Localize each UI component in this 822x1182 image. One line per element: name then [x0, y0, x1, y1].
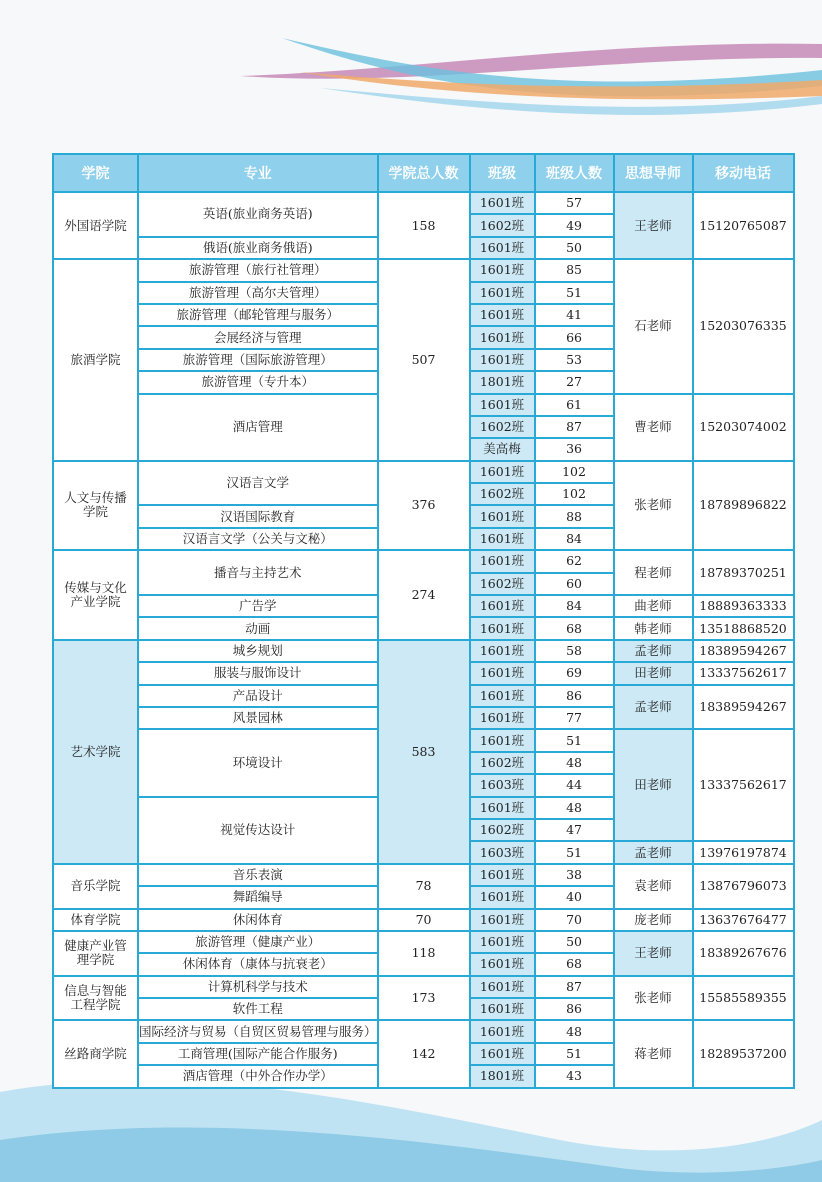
- major-name: 旅游管理（专升本）: [139, 372, 377, 392]
- mentor-phone: 18889363333: [694, 596, 793, 616]
- college-total: 583: [379, 641, 469, 863]
- major-name: 旅游管理（邮轮管理与服务）: [139, 305, 377, 325]
- class-name: 1601班: [471, 618, 534, 638]
- table-row: [54, 193, 793, 213]
- mentor-phone: 18789370251: [694, 551, 793, 594]
- class-name: 1601班: [471, 730, 534, 750]
- major-name: 英语(旅业商务英语): [139, 193, 377, 236]
- class-name: 1601班: [471, 395, 534, 415]
- class-count: 51: [536, 283, 613, 303]
- class-name: 1602班: [471, 215, 534, 235]
- class-count: 77: [536, 708, 613, 728]
- college-total: 70: [379, 910, 469, 930]
- college-total: 78: [379, 865, 469, 908]
- class-count: 58: [536, 641, 613, 661]
- table-row: [54, 260, 793, 280]
- table-row: [54, 1021, 793, 1041]
- college-name: 信息与智能工程学院: [54, 977, 137, 1020]
- major-name: 旅游管理（健康产业）: [139, 932, 377, 952]
- college-name: 人文与传播学院: [54, 462, 137, 550]
- mentor-phone: 15585589355: [694, 977, 793, 1020]
- mentor-name: 程老师: [615, 551, 692, 594]
- college-total: 142: [379, 1021, 469, 1086]
- header-row: [54, 155, 793, 191]
- class-count: 44: [536, 775, 613, 795]
- class-count: 87: [536, 417, 613, 437]
- mentor-phone: 18389594267: [694, 686, 793, 729]
- major-name: 舞蹈编导: [139, 887, 377, 907]
- class-name: 1601班: [471, 551, 534, 571]
- table-row: [54, 910, 793, 930]
- class-count: 70: [536, 910, 613, 930]
- class-name: 1601班: [471, 462, 534, 482]
- mentor-name: 张老师: [615, 977, 692, 1020]
- major-name: 国际经济与贸易（自贸区贸易管理与服务）: [139, 1021, 377, 1041]
- major-name: 汉语国际教育: [139, 506, 377, 526]
- class-count: 41: [536, 305, 613, 325]
- class-count: 48: [536, 1021, 613, 1041]
- college-name: 外国语学院: [54, 193, 137, 258]
- class-count: 49: [536, 215, 613, 235]
- class-name: 1601班: [471, 350, 534, 370]
- major-name: 休闲体育（康体与抗衰老）: [139, 954, 377, 974]
- class-name: 1601班: [471, 506, 534, 526]
- class-count: 27: [536, 372, 613, 392]
- class-count: 69: [536, 663, 613, 683]
- class-count: 86: [536, 686, 613, 706]
- class-count: 68: [536, 618, 613, 638]
- class-count: 51: [536, 842, 613, 862]
- class-count: 87: [536, 977, 613, 997]
- major-name: 旅游管理（国际旅游管理）: [139, 350, 377, 370]
- major-name: 城乡规划: [139, 641, 377, 661]
- class-count: 60: [536, 574, 613, 594]
- table-row: [54, 865, 793, 885]
- class-count: 68: [536, 954, 613, 974]
- class-name: 1602班: [471, 574, 534, 594]
- mentor-phone: 15203076335: [694, 260, 793, 392]
- column-header: 班级人数: [536, 155, 613, 191]
- major-name: 音乐表演: [139, 865, 377, 885]
- mentor-phone: 18389594267: [694, 641, 793, 661]
- major-name: 广告学: [139, 596, 377, 616]
- mentor-phone: 15120765087: [694, 193, 793, 258]
- class-name: 1601班: [471, 641, 534, 661]
- class-name: 1602班: [471, 417, 534, 437]
- class-count: 43: [536, 1066, 613, 1086]
- mentor-name: 蒋老师: [615, 1021, 692, 1086]
- class-name: 1601班: [471, 1044, 534, 1064]
- mentor-phone: 13976197874: [694, 842, 793, 862]
- mentor-name: 孟老师: [615, 842, 692, 862]
- class-count: 84: [536, 529, 613, 549]
- column-header: 班级: [471, 155, 534, 191]
- class-count: 86: [536, 999, 613, 1019]
- major-name: 动画: [139, 618, 377, 638]
- mentor-name: 庞老师: [615, 910, 692, 930]
- class-count: 62: [536, 551, 613, 571]
- class-name: 1602班: [471, 820, 534, 840]
- college-total: 376: [379, 462, 469, 550]
- major-name: 汉语言文学（公关与文秘）: [139, 529, 377, 549]
- table-row: [54, 977, 793, 997]
- major-name: 服装与服饰设计: [139, 663, 377, 683]
- college-name: 艺术学院: [54, 641, 137, 863]
- mentor-phone: 18389267676: [694, 932, 793, 975]
- class-name: 1601班: [471, 305, 534, 325]
- class-name: 1601班: [471, 1021, 534, 1041]
- class-name: 1601班: [471, 999, 534, 1019]
- major-name: 产品设计: [139, 686, 377, 706]
- class-count: 51: [536, 730, 613, 750]
- class-name: 1603班: [471, 775, 534, 795]
- class-name: 1602班: [471, 753, 534, 773]
- college-name: 丝路商学院: [54, 1021, 137, 1086]
- column-header: 学院: [54, 155, 137, 191]
- major-name: 俄语(旅业商务俄语): [139, 238, 377, 258]
- major-name: 视觉传达设计: [139, 798, 377, 863]
- college-name: 体育学院: [54, 910, 137, 930]
- mentor-phone: 13518868520: [694, 618, 793, 638]
- column-header: 学院总人数: [379, 155, 469, 191]
- mentor-name: 曹老师: [615, 395, 692, 460]
- college-total: 158: [379, 193, 469, 258]
- table-row: [54, 932, 793, 952]
- college-total: 274: [379, 551, 469, 639]
- class-name: 1601班: [471, 798, 534, 818]
- mentor-name: 田老师: [615, 663, 692, 683]
- class-roster-table: [52, 153, 795, 1089]
- class-name: 美高梅: [471, 439, 534, 459]
- class-count: 84: [536, 596, 613, 616]
- major-name: 环境设计: [139, 730, 377, 795]
- class-count: 48: [536, 798, 613, 818]
- mentor-phone: 18289537200: [694, 1021, 793, 1086]
- college-total: 173: [379, 977, 469, 1020]
- mentor-name: 王老师: [615, 193, 692, 258]
- class-name: 1601班: [471, 932, 534, 952]
- class-count: 50: [536, 238, 613, 258]
- major-name: 风景园林: [139, 708, 377, 728]
- class-name: 1601班: [471, 529, 534, 549]
- mentor-phone: 15203074002: [694, 395, 793, 460]
- college-name: 传媒与文化产业学院: [54, 551, 137, 639]
- college-name: 音乐学院: [54, 865, 137, 908]
- mentor-name: 孟老师: [615, 641, 692, 661]
- mentor-name: 张老师: [615, 462, 692, 550]
- class-name: 1601班: [471, 686, 534, 706]
- major-name: 播音与主持艺术: [139, 551, 377, 594]
- class-count: 47: [536, 820, 613, 840]
- class-count: 85: [536, 260, 613, 280]
- major-name: 酒店管理（中外合作办学）: [139, 1066, 377, 1086]
- college-total: 507: [379, 260, 469, 460]
- class-name: 1601班: [471, 327, 534, 347]
- class-count: 48: [536, 753, 613, 773]
- class-name: 1601班: [471, 708, 534, 728]
- major-name: 汉语言文学: [139, 462, 377, 505]
- class-name: 1602班: [471, 484, 534, 504]
- class-count: 61: [536, 395, 613, 415]
- major-name: 旅游管理（高尔夫管理）: [139, 283, 377, 303]
- column-header: 思想导师: [615, 155, 692, 191]
- mentor-name: 孟老师: [615, 686, 692, 729]
- mentor-name: 曲老师: [615, 596, 692, 616]
- table-row: [54, 462, 793, 482]
- mentor-phone: 13337562617: [694, 663, 793, 683]
- mentor-phone: 13637676477: [694, 910, 793, 930]
- class-count: 53: [536, 350, 613, 370]
- major-name: 休闲体育: [139, 910, 377, 930]
- major-name: 旅游管理（旅行社管理）: [139, 260, 377, 280]
- mentor-name: 王老师: [615, 932, 692, 975]
- class-name: 1601班: [471, 910, 534, 930]
- class-name: 1601班: [471, 193, 534, 213]
- mentor-phone: 13876796073: [694, 865, 793, 908]
- class-name: 1601班: [471, 238, 534, 258]
- column-header: 移动电话: [694, 155, 793, 191]
- class-count: 51: [536, 1044, 613, 1064]
- major-name: 软件工程: [139, 999, 377, 1019]
- class-count: 57: [536, 193, 613, 213]
- major-name: 酒店管理: [139, 395, 377, 460]
- class-name: 1801班: [471, 372, 534, 392]
- class-count: 66: [536, 327, 613, 347]
- class-name: 1601班: [471, 596, 534, 616]
- class-name: 1601班: [471, 663, 534, 683]
- class-count: 38: [536, 865, 613, 885]
- class-count: 102: [536, 462, 613, 482]
- mentor-name: 韩老师: [615, 618, 692, 638]
- class-count: 50: [536, 932, 613, 952]
- college-name: 健康产业管理学院: [54, 932, 137, 975]
- class-name: 1601班: [471, 260, 534, 280]
- class-name: 1801班: [471, 1066, 534, 1086]
- major-name: 会展经济与管理: [139, 327, 377, 347]
- table-row: [54, 551, 793, 571]
- class-name: 1601班: [471, 977, 534, 997]
- class-name: 1601班: [471, 865, 534, 885]
- class-count: 88: [536, 506, 613, 526]
- mentor-phone: 13337562617: [694, 730, 793, 840]
- table-row: [54, 641, 793, 661]
- mentor-name: 石老师: [615, 260, 692, 392]
- college-name: 旅酒学院: [54, 260, 137, 460]
- major-name: 计算机科学与技术: [139, 977, 377, 997]
- class-name: 1601班: [471, 954, 534, 974]
- major-name: 工商管理(国际产能合作服务): [139, 1044, 377, 1064]
- mentor-phone: 18789896822: [694, 462, 793, 550]
- class-name: 1601班: [471, 887, 534, 907]
- class-count: 40: [536, 887, 613, 907]
- class-count: 36: [536, 439, 613, 459]
- class-name: 1601班: [471, 283, 534, 303]
- mentor-name: 袁老师: [615, 865, 692, 908]
- mentor-name: 田老师: [615, 730, 692, 840]
- class-count: 102: [536, 484, 613, 504]
- college-total: 118: [379, 932, 469, 975]
- class-name: 1603班: [471, 842, 534, 862]
- column-header: 专业: [139, 155, 377, 191]
